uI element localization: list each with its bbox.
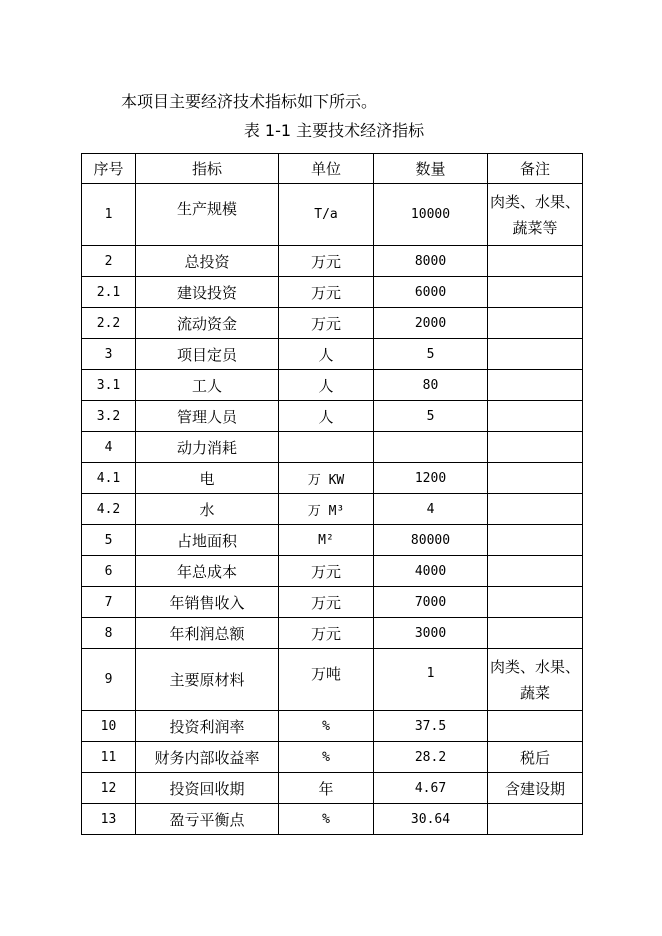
cell-note <box>488 587 583 618</box>
cell-unit: 人 <box>279 401 374 432</box>
table-row <box>82 463 583 494</box>
cell-seq: 7 <box>82 587 136 618</box>
cell-unit: T/a <box>279 184 374 246</box>
table-row <box>82 587 583 618</box>
cell-indicator: 电 <box>136 463 279 494</box>
cell-indicator: 动力消耗 <box>136 432 279 463</box>
cell-unit: 万 KW <box>279 463 374 494</box>
cell-indicator: 项目定员 <box>136 339 279 370</box>
cell-indicator: 投资利润率 <box>136 711 279 742</box>
cell-seq: 12 <box>82 773 136 804</box>
cell-indicator-text: 生产规模 <box>176 200 237 218</box>
cell-note <box>488 804 583 835</box>
table-row <box>82 339 583 370</box>
cell-unit: 万元 <box>279 618 374 649</box>
cell-indicator: 投资回收期 <box>136 773 279 804</box>
table-header-row <box>82 154 583 184</box>
header-seq: 序号 <box>82 154 136 184</box>
cell-seq: 8 <box>82 618 136 649</box>
cell-note <box>488 525 583 556</box>
cell-indicator: 财务内部收益率 <box>136 742 279 773</box>
cell-indicator: 水 <box>136 494 279 525</box>
cell-unit: 万元 <box>279 308 374 339</box>
cell-note <box>488 401 583 432</box>
cell-indicator: 工人 <box>136 370 279 401</box>
cell-seq: 10 <box>82 711 136 742</box>
cell-seq: 4.1 <box>82 463 136 494</box>
cell-qty: 2000 <box>374 308 488 339</box>
cell-seq: 13 <box>82 804 136 835</box>
cell-qty: 28.2 <box>374 742 488 773</box>
cell-unit: 万 M³ <box>279 494 374 525</box>
cell-qty: 1200 <box>374 463 488 494</box>
table-row <box>82 308 583 339</box>
cell-seq: 9 <box>82 649 136 711</box>
cell-seq: 2.1 <box>82 277 136 308</box>
cell-qty <box>374 649 488 711</box>
header-indicator: 指标 <box>136 154 279 184</box>
cell-note <box>488 618 583 649</box>
cell-unit-text: 万吨 <box>310 665 341 683</box>
cell-indicator: 年销售收入 <box>136 587 279 618</box>
cell-indicator: 总投资 <box>136 246 279 277</box>
cell-unit: 年 <box>279 773 374 804</box>
header-qty: 数量 <box>374 154 488 184</box>
table-row <box>82 277 583 308</box>
cell-seq: 5 <box>82 525 136 556</box>
cell-note <box>488 370 583 401</box>
cell-qty: 10000 <box>374 184 488 246</box>
cell-qty: 4000 <box>374 556 488 587</box>
cell-indicator: 流动资金 <box>136 308 279 339</box>
cell-indicator: 年利润总额 <box>136 618 279 649</box>
header-note: 备注 <box>488 154 583 184</box>
cell-seq: 3.2 <box>82 401 136 432</box>
cell-note <box>488 246 583 277</box>
table-row <box>82 370 583 401</box>
cell-qty: 4.67 <box>374 773 488 804</box>
table-row <box>82 773 583 804</box>
table-row <box>82 804 583 835</box>
cell-qty-text: 1 <box>426 666 435 681</box>
cell-qty: 37.5 <box>374 711 488 742</box>
table-row <box>82 494 583 525</box>
cell-seq: 11 <box>82 742 136 773</box>
cell-note <box>488 432 583 463</box>
cell-note: 肉类、水果、蔬菜 <box>488 649 583 711</box>
cell-unit <box>279 432 374 463</box>
cell-seq: 2.2 <box>82 308 136 339</box>
intro-paragraph: 本项目主要经济技术指标如下所示。 <box>121 92 378 111</box>
cell-note <box>488 308 583 339</box>
cell-unit: % <box>279 804 374 835</box>
cell-qty: 5 <box>374 401 488 432</box>
cell-unit: M² <box>279 525 374 556</box>
table-row <box>82 711 583 742</box>
cell-indicator: 管理人员 <box>136 401 279 432</box>
cell-seq: 6 <box>82 556 136 587</box>
table-caption: 表 1-1 主要技术经济指标 <box>243 121 425 140</box>
cell-qty <box>374 432 488 463</box>
cell-indicator: 主要原材料 <box>136 649 279 711</box>
cell-seq: 3 <box>82 339 136 370</box>
table-row <box>82 649 583 711</box>
cell-qty: 4 <box>374 494 488 525</box>
table-row <box>82 618 583 649</box>
cell-note <box>488 711 583 742</box>
cell-seq: 4 <box>82 432 136 463</box>
table-row <box>82 184 583 246</box>
cell-unit: % <box>279 711 374 742</box>
cell-unit <box>279 649 374 711</box>
cell-note <box>488 556 583 587</box>
cell-qty: 8000 <box>374 246 488 277</box>
cell-unit: 万元 <box>279 246 374 277</box>
table-row <box>82 742 583 773</box>
cell-qty: 5 <box>374 339 488 370</box>
cell-unit: 人 <box>279 339 374 370</box>
cell-seq: 2 <box>82 246 136 277</box>
cell-qty: 3000 <box>374 618 488 649</box>
cell-seq: 1 <box>82 184 136 246</box>
cell-unit: 万元 <box>279 587 374 618</box>
table-row <box>82 246 583 277</box>
cell-unit: 万元 <box>279 277 374 308</box>
table-row <box>82 432 583 463</box>
cell-note <box>488 494 583 525</box>
cell-indicator: 盈亏平衡点 <box>136 804 279 835</box>
cell-qty: 30.64 <box>374 804 488 835</box>
table-row <box>82 401 583 432</box>
cell-seq: 4.2 <box>82 494 136 525</box>
cell-qty: 6000 <box>374 277 488 308</box>
cell-unit: 万元 <box>279 556 374 587</box>
cell-unit: % <box>279 742 374 773</box>
header-unit: 单位 <box>279 154 374 184</box>
cell-note <box>488 463 583 494</box>
cell-qty: 7000 <box>374 587 488 618</box>
cell-qty: 80 <box>374 370 488 401</box>
cell-indicator: 占地面积 <box>136 525 279 556</box>
cell-qty: 80000 <box>374 525 488 556</box>
cell-indicator: 年总成本 <box>136 556 279 587</box>
indicators-table <box>81 153 583 835</box>
table-row <box>82 525 583 556</box>
table-row <box>82 556 583 587</box>
cell-note: 税后 <box>488 742 583 773</box>
cell-note <box>488 277 583 308</box>
cell-indicator <box>136 184 279 246</box>
cell-unit: 人 <box>279 370 374 401</box>
cell-note <box>488 339 583 370</box>
cell-indicator: 建设投资 <box>136 277 279 308</box>
cell-note: 含建设期 <box>488 773 583 804</box>
cell-seq: 3.1 <box>82 370 136 401</box>
cell-note: 肉类、水果、蔬菜等 <box>488 184 583 246</box>
